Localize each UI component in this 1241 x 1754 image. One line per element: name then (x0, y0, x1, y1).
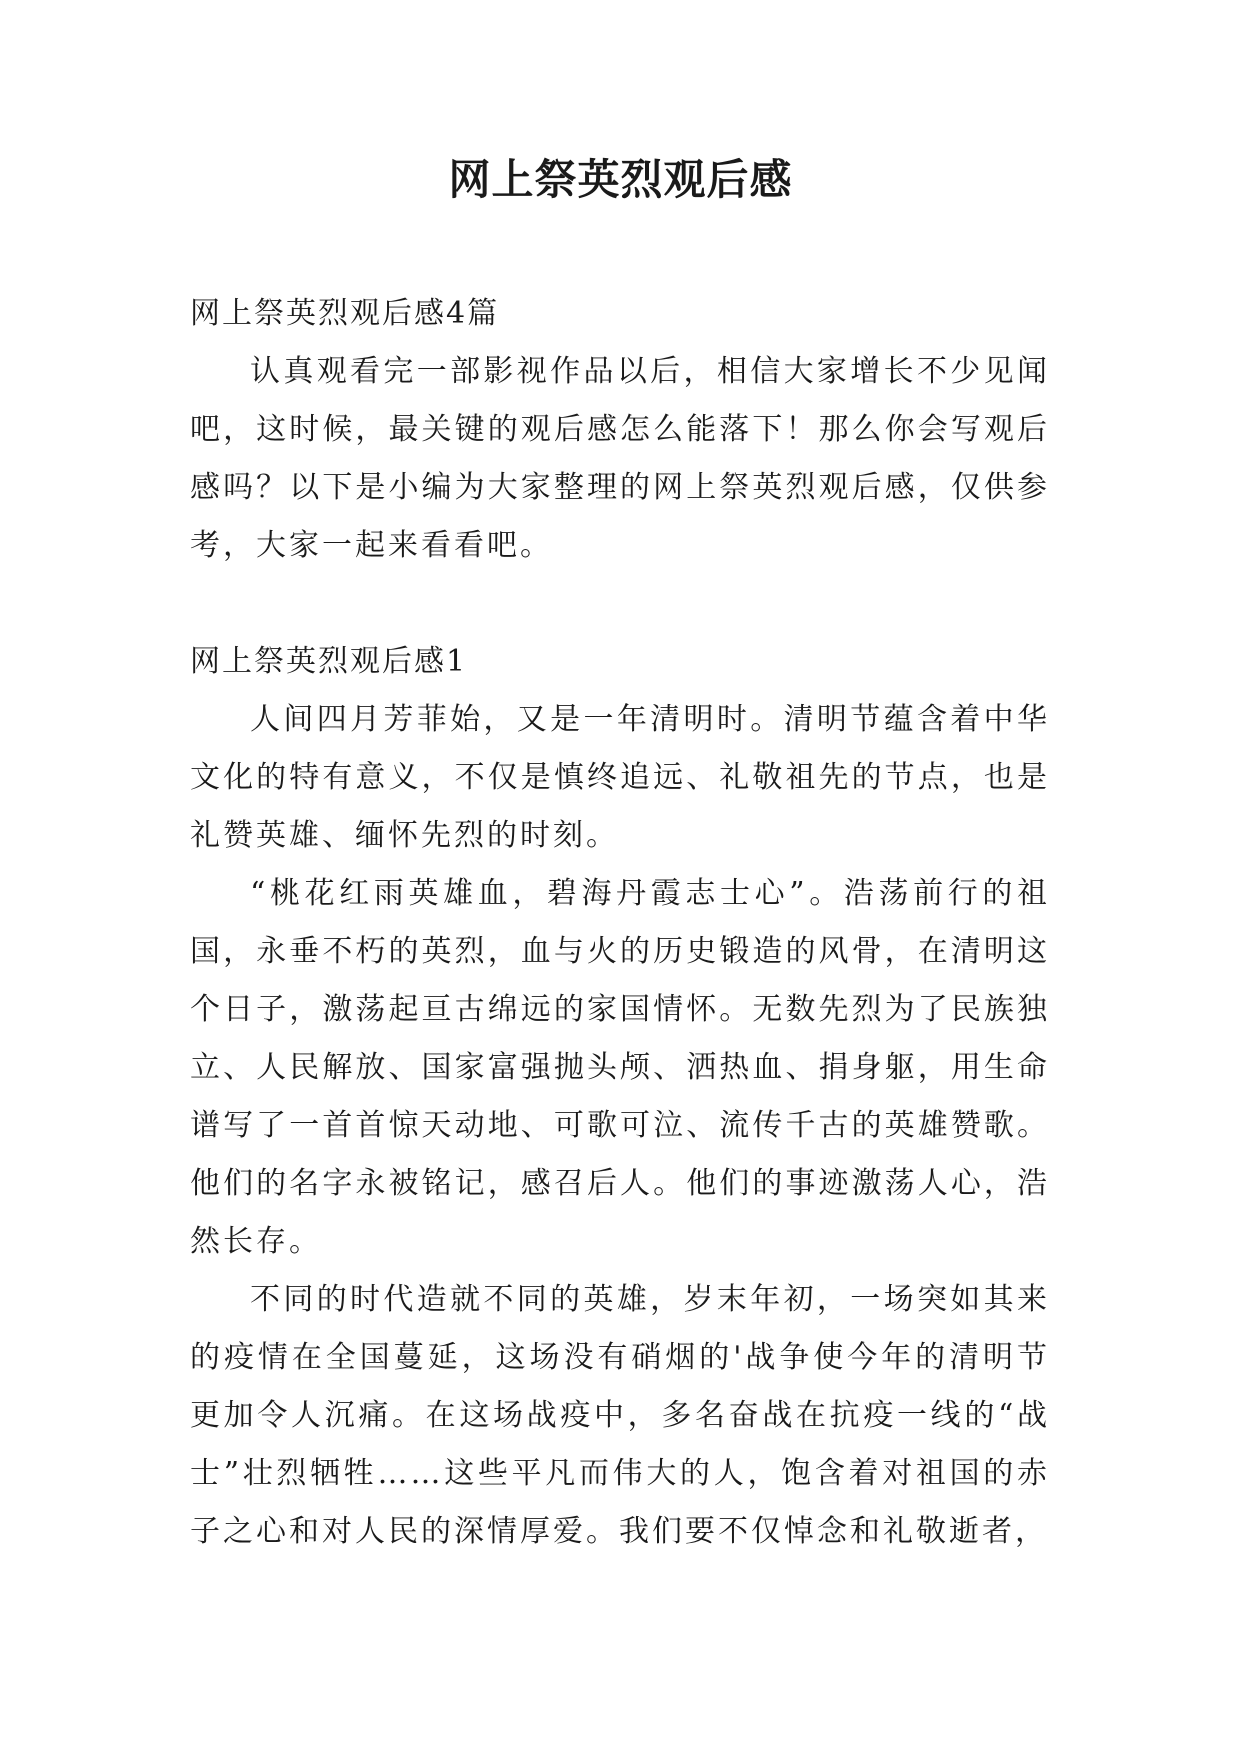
intro-paragraph: 认真观看完一部影视作品以后，相信大家增长不少见闻吧，这时候，最关键的观后感怎么能落下！那么你会写观后感吗？以下是小编为大家整理的网上祭英烈观后感，仅供参考，大家一起来看看吧。 (190, 354, 1050, 563)
section-spacer (190, 575, 1050, 633)
document-title: 网上祭英烈观后感 (448, 155, 793, 204)
body-paragraph: 不同的时代造就不同的英雄，岁末年初，一场突如其来的疫情在全国蔓延，这场没有硝烟的'战争使今年的清明节更加令人沉痛。在这场战疫中，多名奋战在抗疫一线的“战士”壮烈牺牲……这些平凡而伟大的人，饱含着对祖国的赤子之心和对人民的深情厚爱。我们要不仅悼念和礼敬逝者， (190, 1282, 1050, 1549)
body-paragraph: 人间四月芳菲始，又是一年清明时。清明节蕴含着中华文化的特有意义，不仅是慎终追远、礼敬祖先的节点，也是礼赞英雄、缅怀先烈的时刻。 (190, 702, 1050, 853)
section-heading: 网上祭英烈观后感1 (190, 644, 468, 679)
document-body (190, 285, 1050, 1561)
intro-heading: 网上祭英烈观后感4篇 (190, 296, 500, 331)
body-paragraph: “桃花红雨英雄血，碧海丹霞志士心”。浩荡前行的祖国，永垂不朽的英烈，血与火的历史锻造的风骨，在清明这个日子，激荡起亘古绵远的家国情怀。无数先烈为了民族独立、人民解放、国家富强抛头颅、洒热血、捐身躯，用生命谱写了一首首惊天动地、可歌可泣、流传千古的英雄赞歌。他们的名字永被铭记，感召后人。他们的事迹激荡人心，浩然长存。 (190, 876, 1050, 1259)
